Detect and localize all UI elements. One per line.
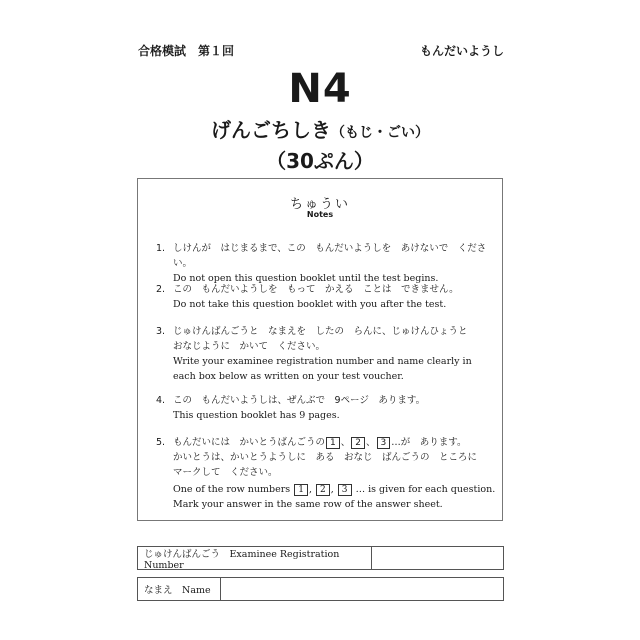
note-text-jp: じゅけんばんごうと なまえを したの らんに、じゅけんひょうと [173, 326, 468, 337]
answer-number-box: 1 [326, 437, 340, 449]
note-number: 2. [156, 284, 166, 295]
exam-duration: （30ぷん） [266, 149, 374, 173]
note-text-jp [173, 435, 496, 450]
note-text-jp: しけんが はじまるまで、この もんだいようしを あけないで ください。 [173, 243, 487, 269]
note-text-fragment: …が あります。 [391, 437, 467, 448]
separator: , [330, 484, 334, 495]
notes-heading-en: Notes [306, 210, 334, 219]
separator: 、 [366, 437, 376, 448]
note-text-jp: この もんだいようしは、ぜんぶで 9ページ あります。 [173, 395, 426, 406]
name-row [137, 577, 504, 601]
note-text-fragment: もんだいには かいとうばんごうの [173, 437, 326, 448]
answer-number-box: 2 [316, 484, 330, 496]
subject-sub: （もじ・ごい） [331, 125, 429, 141]
note-item-5 [156, 435, 496, 512]
note-item-4 [156, 393, 496, 423]
note-text-jp: おなじように かいて ください。 [173, 341, 326, 352]
note-item-2 [156, 282, 496, 312]
answer-number-box: 1 [294, 484, 308, 496]
note-text-jp: この もんだいようしを もって かえる ことは できません。 [173, 284, 459, 295]
notes-heading-jp: ちゅうい [289, 197, 350, 212]
answer-number-box: 3 [377, 437, 391, 449]
exam-series-label: 合格模試 第１回 [138, 44, 235, 58]
note-item-3 [156, 324, 496, 384]
note-text-fragment: One of the row numbers [173, 484, 291, 495]
note-text-en [173, 482, 496, 512]
note-text-en: Write your examinee registration number and name clearly in each box below as written on your test voucher. [173, 356, 472, 382]
exam-subject [0, 114, 640, 143]
name-field[interactable] [221, 578, 503, 600]
registration-number-row [137, 546, 504, 570]
note-number: 1. [156, 243, 166, 254]
note-text-en: Do not take this question booklet with you after the test. [173, 299, 447, 310]
note-text-jp: マークして ください。 [173, 467, 278, 478]
note-number: 4. [156, 395, 166, 406]
note-text-jp: かいとうは、かいとうようしに ある おなじ ばんごうの ところに [173, 452, 478, 463]
note-item-1 [156, 241, 496, 286]
registration-number-field[interactable] [372, 547, 503, 569]
notes-box [137, 178, 503, 521]
answer-number-box: 3 [338, 484, 352, 496]
name-label: なまえ Name [138, 578, 221, 600]
note-number: 3. [156, 326, 166, 337]
subject-main: げんごちしき [211, 118, 331, 142]
separator: 、 [340, 437, 351, 448]
note-text-en: Do not open this question booklet until the test begins. [173, 273, 439, 284]
registration-number-label: じゅけんばんごう Examinee Registration Number [138, 547, 372, 569]
note-text-en: This question booklet has 9 pages. [173, 410, 340, 421]
note-text-fragment: … is given for each question. Mark your answer in the same row of the answer sheet. [173, 484, 496, 510]
exam-level: N4 [288, 66, 352, 112]
note-number: 5. [156, 437, 166, 448]
separator: , [308, 484, 312, 495]
answer-number-box: 2 [351, 437, 365, 449]
booklet-type-label: もんだいようし [419, 44, 504, 58]
